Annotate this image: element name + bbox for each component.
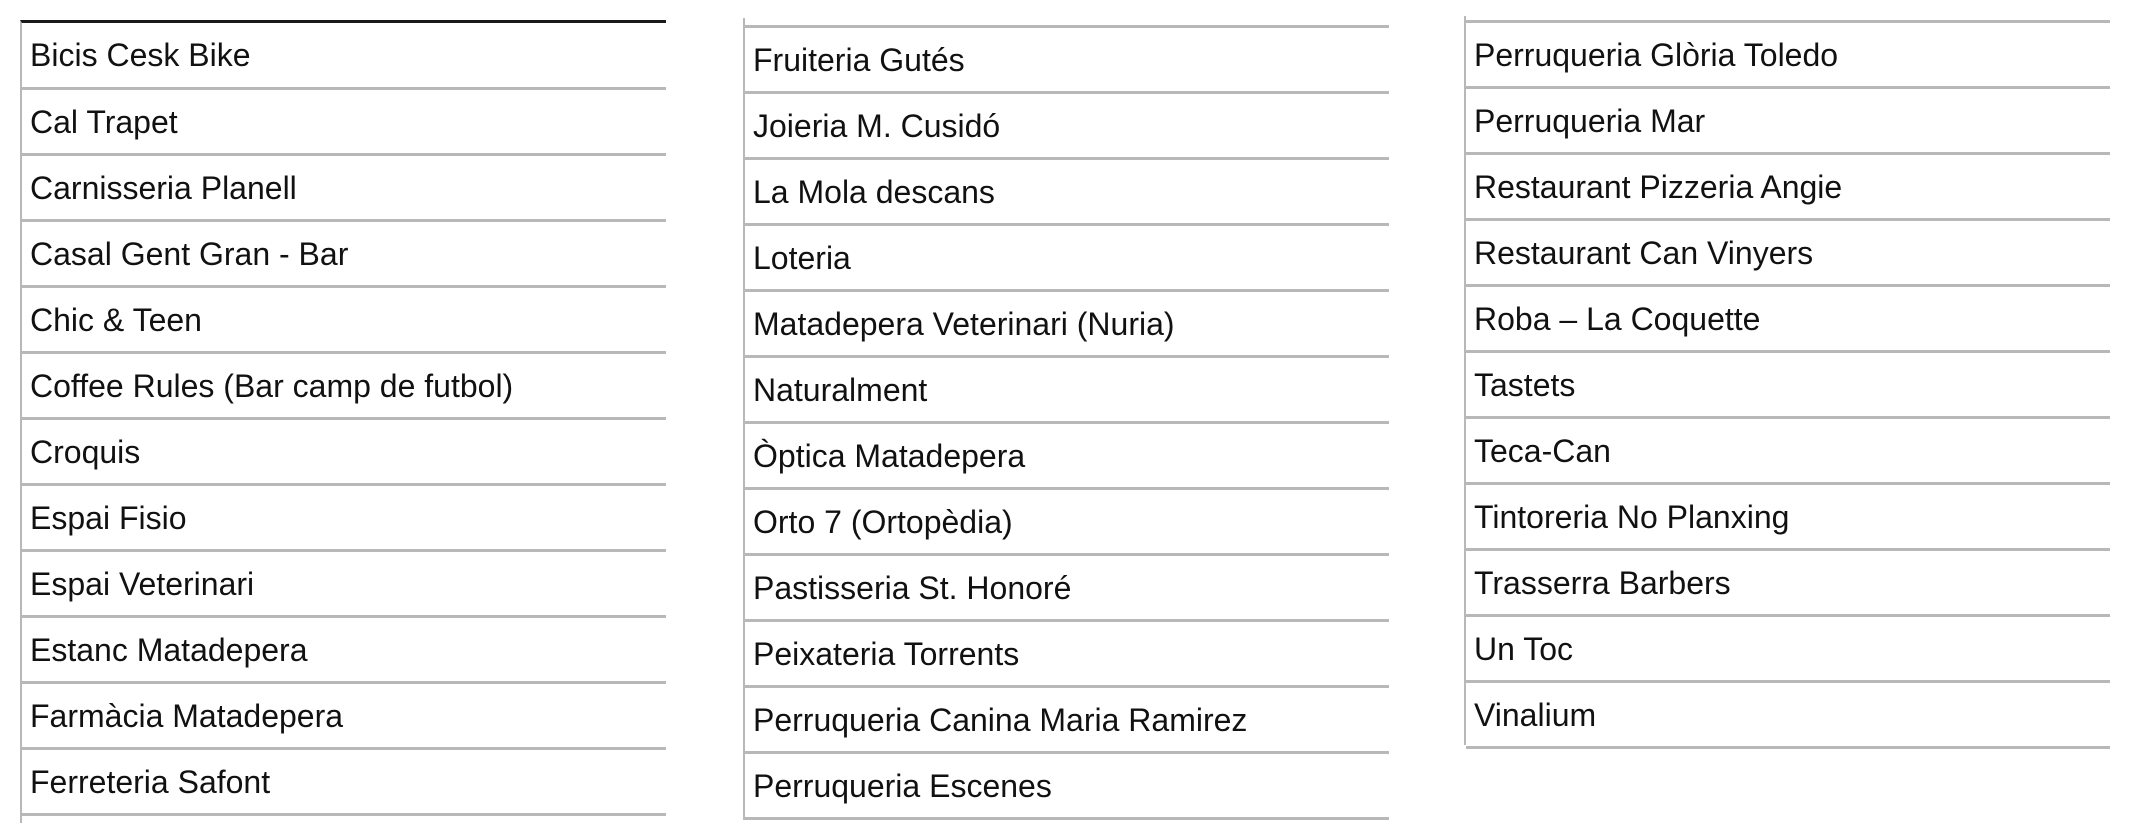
table-row (1466, 551, 2110, 617)
cell-text: Restaurant Pizzeria Angie (1474, 168, 1843, 205)
cell-text: Matadepera Veterinari (Nuria) (753, 305, 1175, 342)
table-row (745, 358, 1389, 424)
table-row (745, 424, 1389, 490)
table-row (1466, 485, 2110, 551)
cell-text: Espai Fisio (30, 499, 187, 536)
cell-text: Peixateria Torrents (753, 635, 1020, 672)
cell-text: Perruqueria Escenes (753, 767, 1052, 804)
table-row (22, 420, 666, 486)
cell-text: Loteria (753, 239, 851, 276)
cell-text: Restaurant Can Vinyers (1474, 234, 1814, 271)
table-row (745, 292, 1389, 358)
table-row (22, 552, 666, 618)
table-row (745, 160, 1389, 226)
table-row (22, 156, 666, 222)
cell-text: Farmàcia Matadepera (30, 697, 344, 734)
table-row (22, 288, 666, 354)
table-row (22, 750, 666, 816)
top-rule (1466, 16, 2110, 23)
cell-text: Teca-Can (1474, 432, 1611, 469)
top-rule (745, 18, 1389, 28)
table-column-1 (20, 20, 666, 823)
cell-text: Chic & Teen (30, 301, 202, 338)
cell-text: Orto 7 (Ortopèdia) (753, 503, 1013, 540)
cell-text: Bicis Cesk Bike (30, 37, 251, 73)
cell-text: Un Toc (1474, 630, 1574, 667)
table-row (1466, 155, 2110, 221)
cell-text: Carnisseria Planell (30, 169, 297, 206)
cell-text: Perruqueria Glòria Toledo (1474, 36, 1839, 73)
table-row (22, 90, 666, 156)
table-row (745, 94, 1389, 160)
table-row (1466, 287, 2110, 353)
table-row (745, 622, 1389, 688)
cell-text: Roba – La Coquette (1474, 300, 1761, 337)
cell-text: Perruqueria Canina Maria Ramirez (753, 701, 1248, 738)
cell-text: Cal Trapet (30, 103, 178, 140)
cell-text: La Mola descans (753, 173, 995, 210)
table-row (745, 28, 1389, 94)
cell-text: Fruiteria Gutés (753, 41, 965, 78)
table-row (745, 490, 1389, 556)
table-row (1466, 221, 2110, 287)
cell-text: Estanc Matadepera (30, 631, 308, 668)
table-row (1466, 419, 2110, 485)
table-row (22, 618, 666, 684)
cell-text: Joieria M. Cusidó (753, 107, 1001, 144)
table-row (1466, 23, 2110, 89)
table-row (22, 222, 666, 288)
table-row (1466, 89, 2110, 155)
table-row (1466, 683, 2110, 749)
table-row (745, 754, 1389, 820)
table-row (745, 688, 1389, 754)
table-row (1466, 617, 2110, 683)
table-row (22, 486, 666, 552)
table-row (745, 556, 1389, 622)
cell-text: Perruqueria Mar (1474, 102, 1706, 139)
cell-text: Espai Veterinari (30, 565, 255, 602)
cell-text: Casal Gent Gran - Bar (30, 235, 349, 272)
table-column-2 (743, 18, 1389, 820)
cell-text: Coffee Rules (Bar camp de futbol) (30, 367, 514, 404)
table-row (745, 226, 1389, 292)
table-row (22, 23, 666, 90)
cell-text: Croquis (30, 433, 141, 470)
cell-text: Pastisseria St. Honoré (753, 569, 1072, 606)
cell-text: Trasserra Barbers (1474, 564, 1731, 601)
cell-text: Tastets (1474, 366, 1576, 403)
table-row (22, 684, 666, 750)
cell-text: Naturalment (753, 371, 928, 408)
table-column-3 (1464, 16, 2110, 745)
cell-text: Ferreteria Safont (30, 763, 271, 800)
table-row (1466, 353, 2110, 419)
table-row (22, 354, 666, 420)
cell-text: Vinalium (1474, 696, 1597, 733)
cell-text: Tintoreria No Planxing (1474, 498, 1790, 535)
cell-text: Òptica Matadepera (753, 437, 1026, 474)
